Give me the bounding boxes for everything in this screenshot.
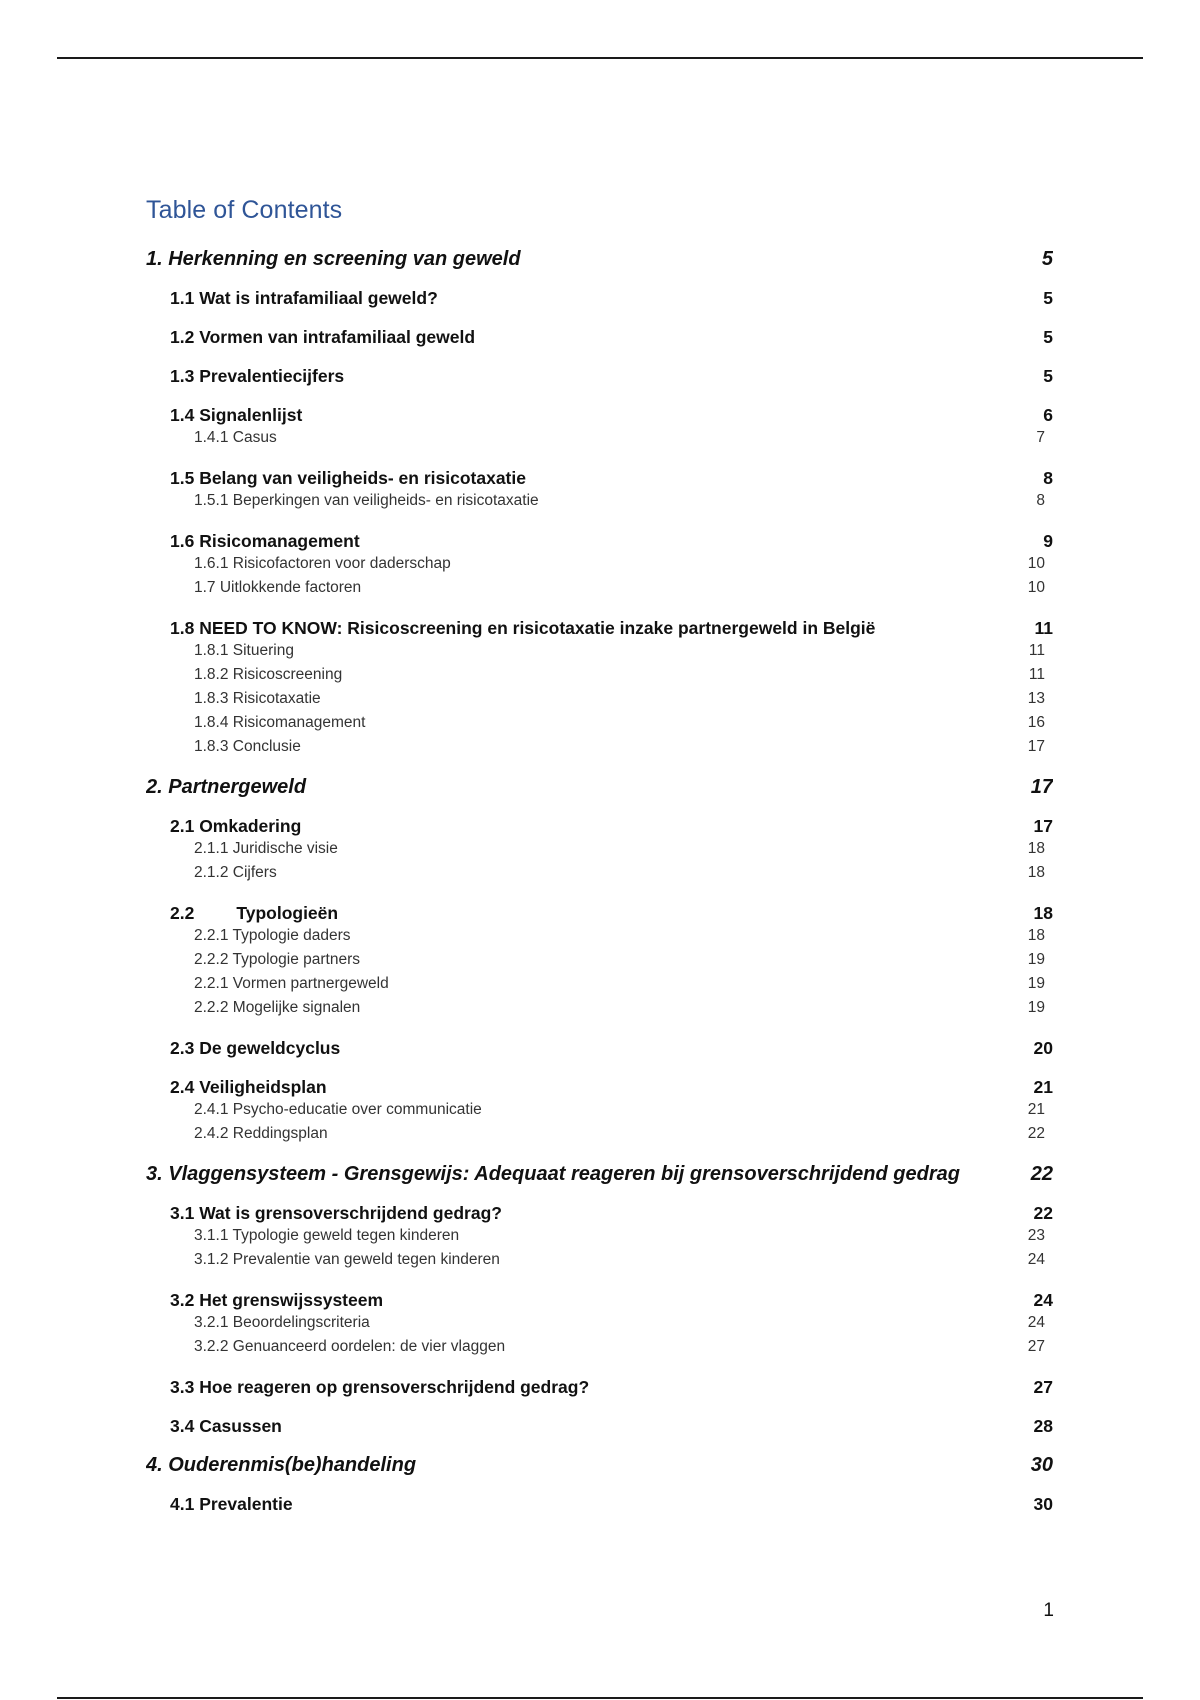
toc-entry-label: 1.1 Wat is intrafamiliaal geweld? [170, 288, 438, 308]
toc-entry-label: 1.5 Belang van veiligheids- en risicotaxatie [170, 468, 526, 488]
toc-entry-label: 2.1 Omkadering [170, 816, 302, 836]
toc-entry-level-2[interactable] [170, 1494, 1053, 1516]
toc-entry-label: 4.1 Prevalentie [170, 1494, 293, 1514]
toc-entry-level-3[interactable] [194, 864, 1053, 886]
toc-entry-label: 2.4 Veiligheidsplan [170, 1077, 327, 1097]
toc-entry-label: 1.6.1 Risicofactoren voor daderschap [194, 555, 451, 572]
toc-entry-label: 3.1.1 Typologie geweld tegen kinderen [194, 1227, 460, 1244]
toc-entry-level-3[interactable] [194, 666, 1053, 688]
toc-entry-page: 21 [1033, 1077, 1053, 1097]
toc-entry-label: 2.1.1 Juridische visie [194, 840, 338, 857]
toc-entry-page: 5 [1043, 327, 1053, 347]
toc-entry-page: 28 [1033, 1416, 1053, 1436]
toc-entry-level-3[interactable] [194, 492, 1053, 514]
toc-entry-level-3[interactable] [194, 738, 1053, 760]
toc-entry-page: 22 [1033, 1203, 1053, 1223]
toc-entry-level-3[interactable] [194, 975, 1053, 997]
toc-entry-level-2[interactable] [170, 468, 1053, 490]
toc-entry-level-3[interactable] [194, 714, 1053, 736]
toc-entry-page: 8 [1043, 468, 1053, 488]
toc-entry-label: 3.3 Hoe reageren op grensoverschrijdend gedrag? [170, 1377, 590, 1397]
toc-entry-page: 5 [1043, 366, 1053, 386]
toc-entry-label: 1. Herkenning en screening van geweld [146, 248, 521, 270]
toc-entry-page: 24 [1033, 1290, 1053, 1310]
toc-entry-label: 2.4.1 Psycho-educatie over communicatie [194, 1101, 482, 1118]
toc-entry-label: 3.1 Wat is grensoverschrijdend gedrag? [170, 1203, 502, 1223]
toc-entry-level-2[interactable] [170, 618, 1053, 640]
toc-entry-label: 2.3 De geweldcyclus [170, 1038, 341, 1058]
toc-entry-page: 17 [1030, 776, 1053, 798]
toc-entry-label: 1.4.1 Casus [194, 429, 277, 446]
toc-entry-level-3[interactable] [194, 1338, 1053, 1360]
toc-entry-label: 3.4 Casussen [170, 1416, 282, 1436]
toc-entry-label: 3.2.2 Genuanceerd oordelen: de vier vlaggen [194, 1338, 506, 1355]
toc-entry-page: 21 [1027, 1101, 1045, 1118]
toc-entry-level-3[interactable] [194, 951, 1053, 973]
toc-entry-page: 30 [1033, 1494, 1053, 1514]
toc-entry-page: 13 [1027, 690, 1045, 707]
toc-entry-level-3[interactable] [194, 927, 1053, 949]
toc-entry-title: Typologieën [236, 903, 339, 923]
toc-entry-label: 1.8.3 Conclusie [194, 738, 301, 755]
toc-entry-level-3[interactable] [194, 1101, 1053, 1123]
table-of-contents [146, 248, 1053, 1516]
toc-entry-page: 9 [1043, 531, 1053, 551]
toc-entry-level-2[interactable] [170, 1203, 1053, 1225]
toc-entry-level-1[interactable] [146, 1163, 1053, 1187]
toc-entry-page: 10 [1027, 555, 1045, 572]
toc-entry-level-3[interactable] [194, 1251, 1053, 1273]
toc-entry-level-2[interactable] [170, 288, 1053, 310]
toc-entry-label: 1.5.1 Beperkingen van veiligheids- en risicotaxatie [194, 492, 539, 509]
toc-entry-page: 11 [1028, 642, 1045, 659]
toc-entry-level-3[interactable] [194, 642, 1053, 664]
toc-entry-level-3[interactable] [194, 429, 1053, 451]
toc-entry-page: 11 [1034, 618, 1053, 638]
toc-entry-page: 19 [1027, 975, 1045, 992]
toc-entry-page: 30 [1030, 1454, 1053, 1476]
toc-entry-level-3[interactable] [194, 555, 1053, 577]
toc-entry-label: 3.2 Het grenswijssysteem [170, 1290, 384, 1310]
toc-entry-page: 19 [1027, 951, 1045, 968]
toc-entry-level-2[interactable] [170, 531, 1053, 553]
toc-entry-level-2[interactable] [170, 1377, 1053, 1399]
toc-entry-label: 2.2.1 Typologie daders [194, 927, 351, 944]
toc-entry-page: 18 [1033, 903, 1053, 923]
toc-entry-level-3[interactable] [194, 840, 1053, 862]
toc-entry-page: 10 [1027, 579, 1045, 596]
toc-entry-page: 17 [1033, 816, 1053, 836]
toc-entry-label: 1.3 Prevalentiecijfers [170, 366, 345, 386]
toc-entry-level-2[interactable] [170, 1077, 1053, 1099]
toc-entry-page: 6 [1043, 405, 1053, 425]
toc-entry-label: 2.2.2 Mogelijke signalen [194, 999, 361, 1016]
toc-entry-label: 2. Partnergeweld [146, 776, 307, 798]
toc-entry-label: 1.8 NEED TO KNOW: Risicoscreening en risicotaxatie inzake partnergeweld in België [170, 618, 876, 638]
toc-entry-level-3[interactable] [194, 690, 1053, 712]
toc-entry-page: 18 [1027, 927, 1045, 944]
toc-entry-label: 1.7 Uitlokkende factoren [194, 579, 362, 596]
toc-entry-page: 24 [1027, 1251, 1045, 1268]
toc-entry-page: 19 [1027, 999, 1045, 1016]
toc-entry-level-2[interactable] [170, 327, 1053, 349]
toc-entry-level-2[interactable] [170, 903, 1053, 925]
toc-entry-page: 11 [1028, 666, 1045, 683]
toc-entry-label: 1.8.3 Risicotaxatie [194, 690, 321, 707]
toc-entry-level-2[interactable] [170, 1290, 1053, 1312]
header-rule [57, 57, 1143, 59]
toc-entry-label: 4. Ouderenmis(be)handeling [146, 1454, 417, 1476]
page-number: 1 [1043, 1600, 1054, 1621]
toc-entry-level-3[interactable] [194, 1314, 1053, 1336]
toc-entry-label: 3.2.1 Beoordelingscriteria [194, 1314, 370, 1331]
toc-heading: Table of Contents [146, 196, 343, 224]
toc-entry-level-3[interactable] [194, 579, 1053, 601]
toc-entry-label: 2.4.2 Reddingsplan [194, 1125, 328, 1142]
toc-entry-label [170, 903, 338, 924]
toc-entry-label: 1.4 Signalenlijst [170, 405, 303, 425]
toc-entry-page: 18 [1027, 864, 1045, 881]
toc-entry-page: 22 [1030, 1163, 1053, 1185]
toc-entry-label: 3. Vlaggensysteem - Grensgewijs: Adequaat reageren bij grensoverschrijdend gedrag [146, 1163, 960, 1185]
toc-entry-level-2[interactable] [170, 1416, 1053, 1438]
toc-entry-page: 8 [1036, 492, 1045, 509]
toc-entry-label: 3.1.2 Prevalentie van geweld tegen kinderen [194, 1251, 500, 1268]
toc-entry-page: 17 [1027, 738, 1045, 755]
toc-entry-level-3[interactable] [194, 1125, 1053, 1147]
toc-entry-page: 20 [1033, 1038, 1053, 1058]
toc-entry-page: 16 [1027, 714, 1045, 731]
toc-entry-level-2[interactable] [170, 366, 1053, 388]
toc-entry-level-1[interactable] [146, 776, 1053, 800]
toc-entry-page: 18 [1027, 840, 1045, 857]
toc-entry-page: 27 [1033, 1377, 1053, 1397]
toc-entry-label: 1.8.4 Risicomanagement [194, 714, 366, 731]
toc-entry-page: 5 [1043, 288, 1053, 308]
toc-entry-page: 24 [1027, 1314, 1045, 1331]
toc-entry-label: 1.2 Vormen van intrafamiliaal geweld [170, 327, 476, 347]
toc-entry-page: 27 [1027, 1338, 1045, 1355]
toc-entry-page: 5 [1041, 248, 1053, 270]
toc-entry-page: 7 [1036, 429, 1045, 446]
toc-entry-label: 1.8.2 Risicoscreening [194, 666, 343, 683]
toc-entry-page: 23 [1027, 1227, 1045, 1244]
toc-entry-label: 2.1.2 Cijfers [194, 864, 277, 881]
toc-entry-level-3[interactable] [194, 999, 1053, 1021]
toc-entry-level-1[interactable] [146, 248, 1053, 272]
toc-entry-label: 2.2.2 Typologie partners [194, 951, 361, 968]
toc-entry-label: 2.2.1 Vormen partnergeweld [194, 975, 389, 992]
toc-entry-level-2[interactable] [170, 816, 1053, 838]
toc-entry-label: 1.6 Risicomanagement [170, 531, 360, 551]
toc-entry-level-2[interactable] [170, 1038, 1053, 1060]
toc-entry-page: 22 [1027, 1125, 1045, 1142]
toc-entry-level-1[interactable] [146, 1454, 1053, 1478]
toc-entry-label: 1.8.1 Situering [194, 642, 294, 659]
toc-entry-level-2[interactable] [170, 405, 1053, 427]
footer-rule [57, 1697, 1143, 1699]
toc-entry-level-3[interactable] [194, 1227, 1053, 1249]
toc-entry-number: 2.2 [170, 903, 195, 923]
